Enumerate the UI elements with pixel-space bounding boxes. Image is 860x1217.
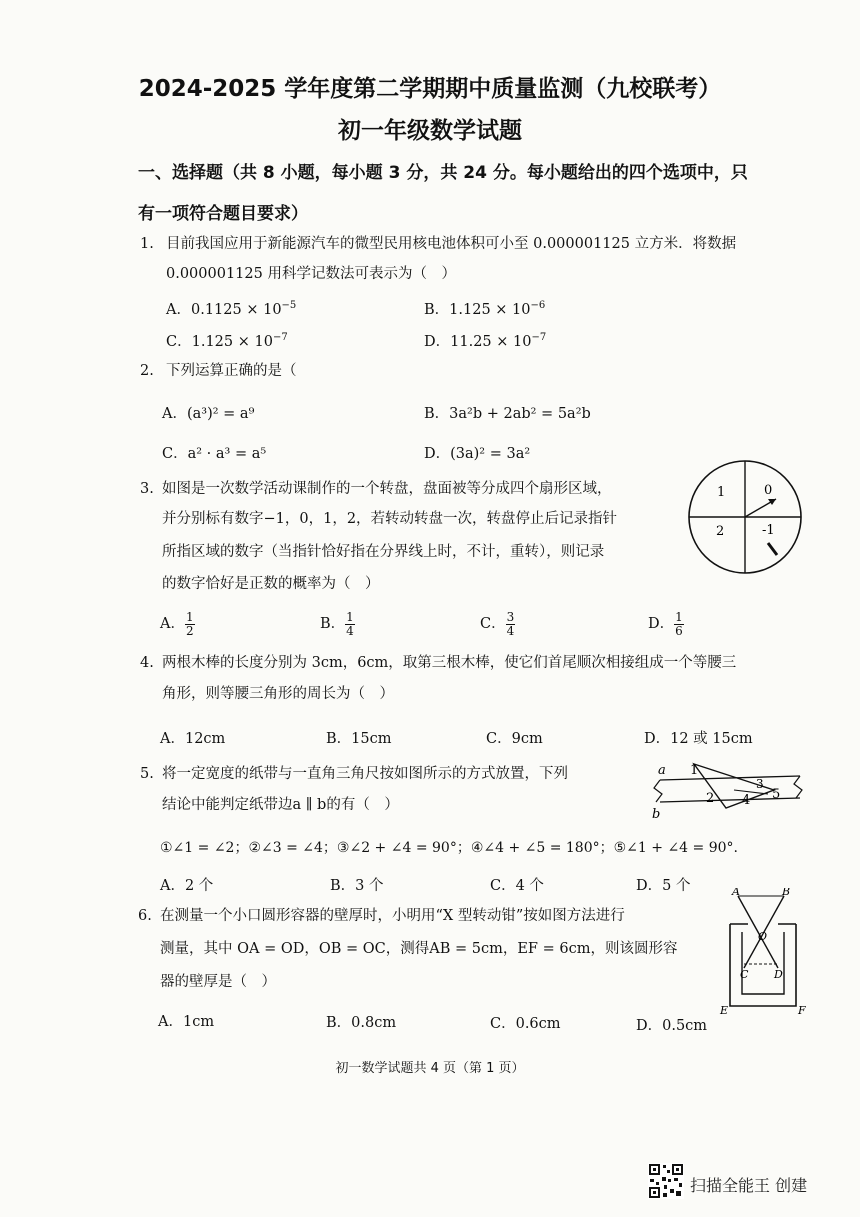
triangle-ruler-figure (650, 758, 810, 820)
q6-stem-line1: 在测量一个小口圆形容器的壁厚时，小明用“X 型转动钳”按如图方法进行 (160, 908, 625, 924)
q6-option-c: C．0.6cm (490, 1016, 561, 1032)
exam-title: 2024-2025 学年度第二学期期中质量监测（九校联考） (138, 76, 722, 102)
spinner-label-2: 2 (716, 524, 725, 539)
q3-stem-line2: 并分别标有数字−1，0，1，2，若转动转盘一次，转盘停止后记录指针 (162, 511, 618, 527)
q1-option-c: C．$1.125 \times 10^{-7}$ (166, 332, 288, 350)
spinner-label-0: 0 (764, 483, 773, 498)
q2-number: 2. (140, 363, 154, 379)
q2-option-c: C．a² · a³ = a⁵ (162, 446, 267, 462)
q6-option-b: B．0.8cm (326, 1015, 397, 1031)
q6-stem-line3: 器的壁厚是（ ） (160, 974, 276, 990)
q5-conditions: ①∠1 = ∠2；②∠3 = ∠4；③∠2 + ∠4 = 90°；④∠4 + ∠5 = 180°；⑤∠1 + ∠4 = 90°. (160, 840, 738, 856)
section-heading-line1: 一、选择题（共 8 小题，每小题 3 分，共 24 分。每小题给出的四个选项中，只 (138, 163, 748, 183)
q4-number: 4. (140, 655, 154, 671)
spinner-pointer-head-icon (768, 499, 776, 505)
q5-stem-line1: 将一定宽度的纸带与一直角三角尺按如图所示的方式放置，下列 (162, 766, 568, 782)
q5-option-a: A．2 个 (160, 878, 214, 894)
q2-option-b: B．3a²b + 2ab² = 5a²b (424, 406, 591, 422)
exam-subtitle: 初一年级数学试题 (338, 118, 522, 144)
q1-option-b: B．$1.125 \times 10^{-6}$ (424, 300, 546, 318)
q4-stem-line1: 两根木棒的长度分别为 3cm，6cm，取第三根木棒，使它们首尾顺次相接组成一个等腰三 (162, 655, 737, 671)
q2-stem: 下列运算正确的是（ (166, 363, 297, 379)
q1-stem-line2: 0.000001125 用科学记数法可表示为（ ） (166, 266, 456, 282)
q3-option-c: C． $\frac{3}{4}$ (480, 610, 515, 638)
q5-option-d: D．5 个 (636, 878, 691, 894)
q5-number: 5. (140, 766, 154, 782)
angle-label-3: 3 (756, 777, 764, 791)
q4-stem-line2: 角形，则等腰三角形的周长为（ ） (162, 686, 394, 702)
line-label-a: a (658, 763, 666, 778)
q5-option-b: B．3 个 (330, 878, 384, 894)
angle-label-4: 4 (742, 793, 751, 808)
q2-option-a: A．(a³)² = a⁹ (162, 406, 255, 422)
point-label-e: E (720, 1004, 729, 1017)
spinner-label-1: 1 (717, 485, 726, 500)
angle-label-5: 5 (772, 787, 781, 802)
angle-label-1: 1 (690, 763, 699, 778)
point-label-o: O (758, 930, 768, 943)
q1-option-d: D．$11.25 \times 10^{-7}$ (424, 332, 547, 350)
q2-option-d: D．(3a)² = 3a² (424, 446, 531, 462)
spinner-figure (684, 458, 806, 576)
q6-stem-line2: 测量，其中 OA = OD，OB = OC，测得AB = 5cm，EF = 6cm，则该圆形容 (160, 941, 678, 957)
scanner-watermark: 扫描全能王 创建 (690, 1176, 808, 1195)
point-label-d: D (774, 968, 783, 981)
point-label-f: F (798, 1004, 806, 1017)
q6-option-a: A．1cm (158, 1014, 215, 1030)
point-label-a: A (732, 888, 740, 898)
q4-option-a: A．12cm (160, 731, 226, 747)
q3-number: 3. (140, 481, 154, 497)
q1-stem-line1: 目前我国应用于新能源汽车的微型民用核电池体积可小至 0.000001125 立方米．将数据 (166, 236, 737, 252)
q3-option-b: B． $\frac{1}{4}$ (320, 610, 354, 638)
q4-option-b: B．15cm (326, 731, 392, 747)
q1-number: 1. (140, 236, 154, 252)
q5-stem-line2: 结论中能判定纸带边a ∥ b的有（ ） (162, 797, 399, 813)
q3-stem-line1: 如图是一次数学活动课制作的一个转盘，盘面被等分成四个扇形区域， (162, 481, 612, 497)
q1-option-a: A．$0.1125 \times 10^{-5}$ (166, 300, 297, 318)
spinner-mark (768, 543, 777, 555)
q3-option-a: A． $\frac{1}{2}$ (160, 610, 194, 638)
q5-option-c: C．4 个 (490, 878, 544, 894)
spinner-label-neg1: -1 (762, 523, 775, 538)
line-label-b: b (652, 807, 661, 820)
page-footer: 初一数学试题共 4 页（第 1 页） (335, 1061, 525, 1076)
x-caliper-figure (718, 888, 814, 1018)
angle-label-2: 2 (706, 791, 715, 806)
q3-stem-line3: 所指区域的数字（当指针恰好指在分界线上时，不计，重转），则记录 (162, 544, 605, 560)
point-label-c: C (740, 968, 749, 981)
q4-option-d: D．12 或 15cm (644, 731, 753, 747)
q6-number: 6. (138, 908, 152, 924)
q4-option-c: C．9cm (486, 731, 543, 747)
q3-stem-line4: 的数字恰好是正数的概率为（ ） (162, 576, 380, 592)
q3-option-d: D． $\frac{1}{6}$ (648, 610, 683, 638)
strip-break-right (794, 776, 802, 798)
q6-option-d: D．0.5cm (636, 1018, 708, 1034)
strip-break-left (654, 780, 662, 802)
point-label-b: B (782, 888, 791, 898)
section-heading-line2: 有一项符合题目要求） (138, 204, 308, 224)
qr-code-icon (648, 1163, 684, 1199)
